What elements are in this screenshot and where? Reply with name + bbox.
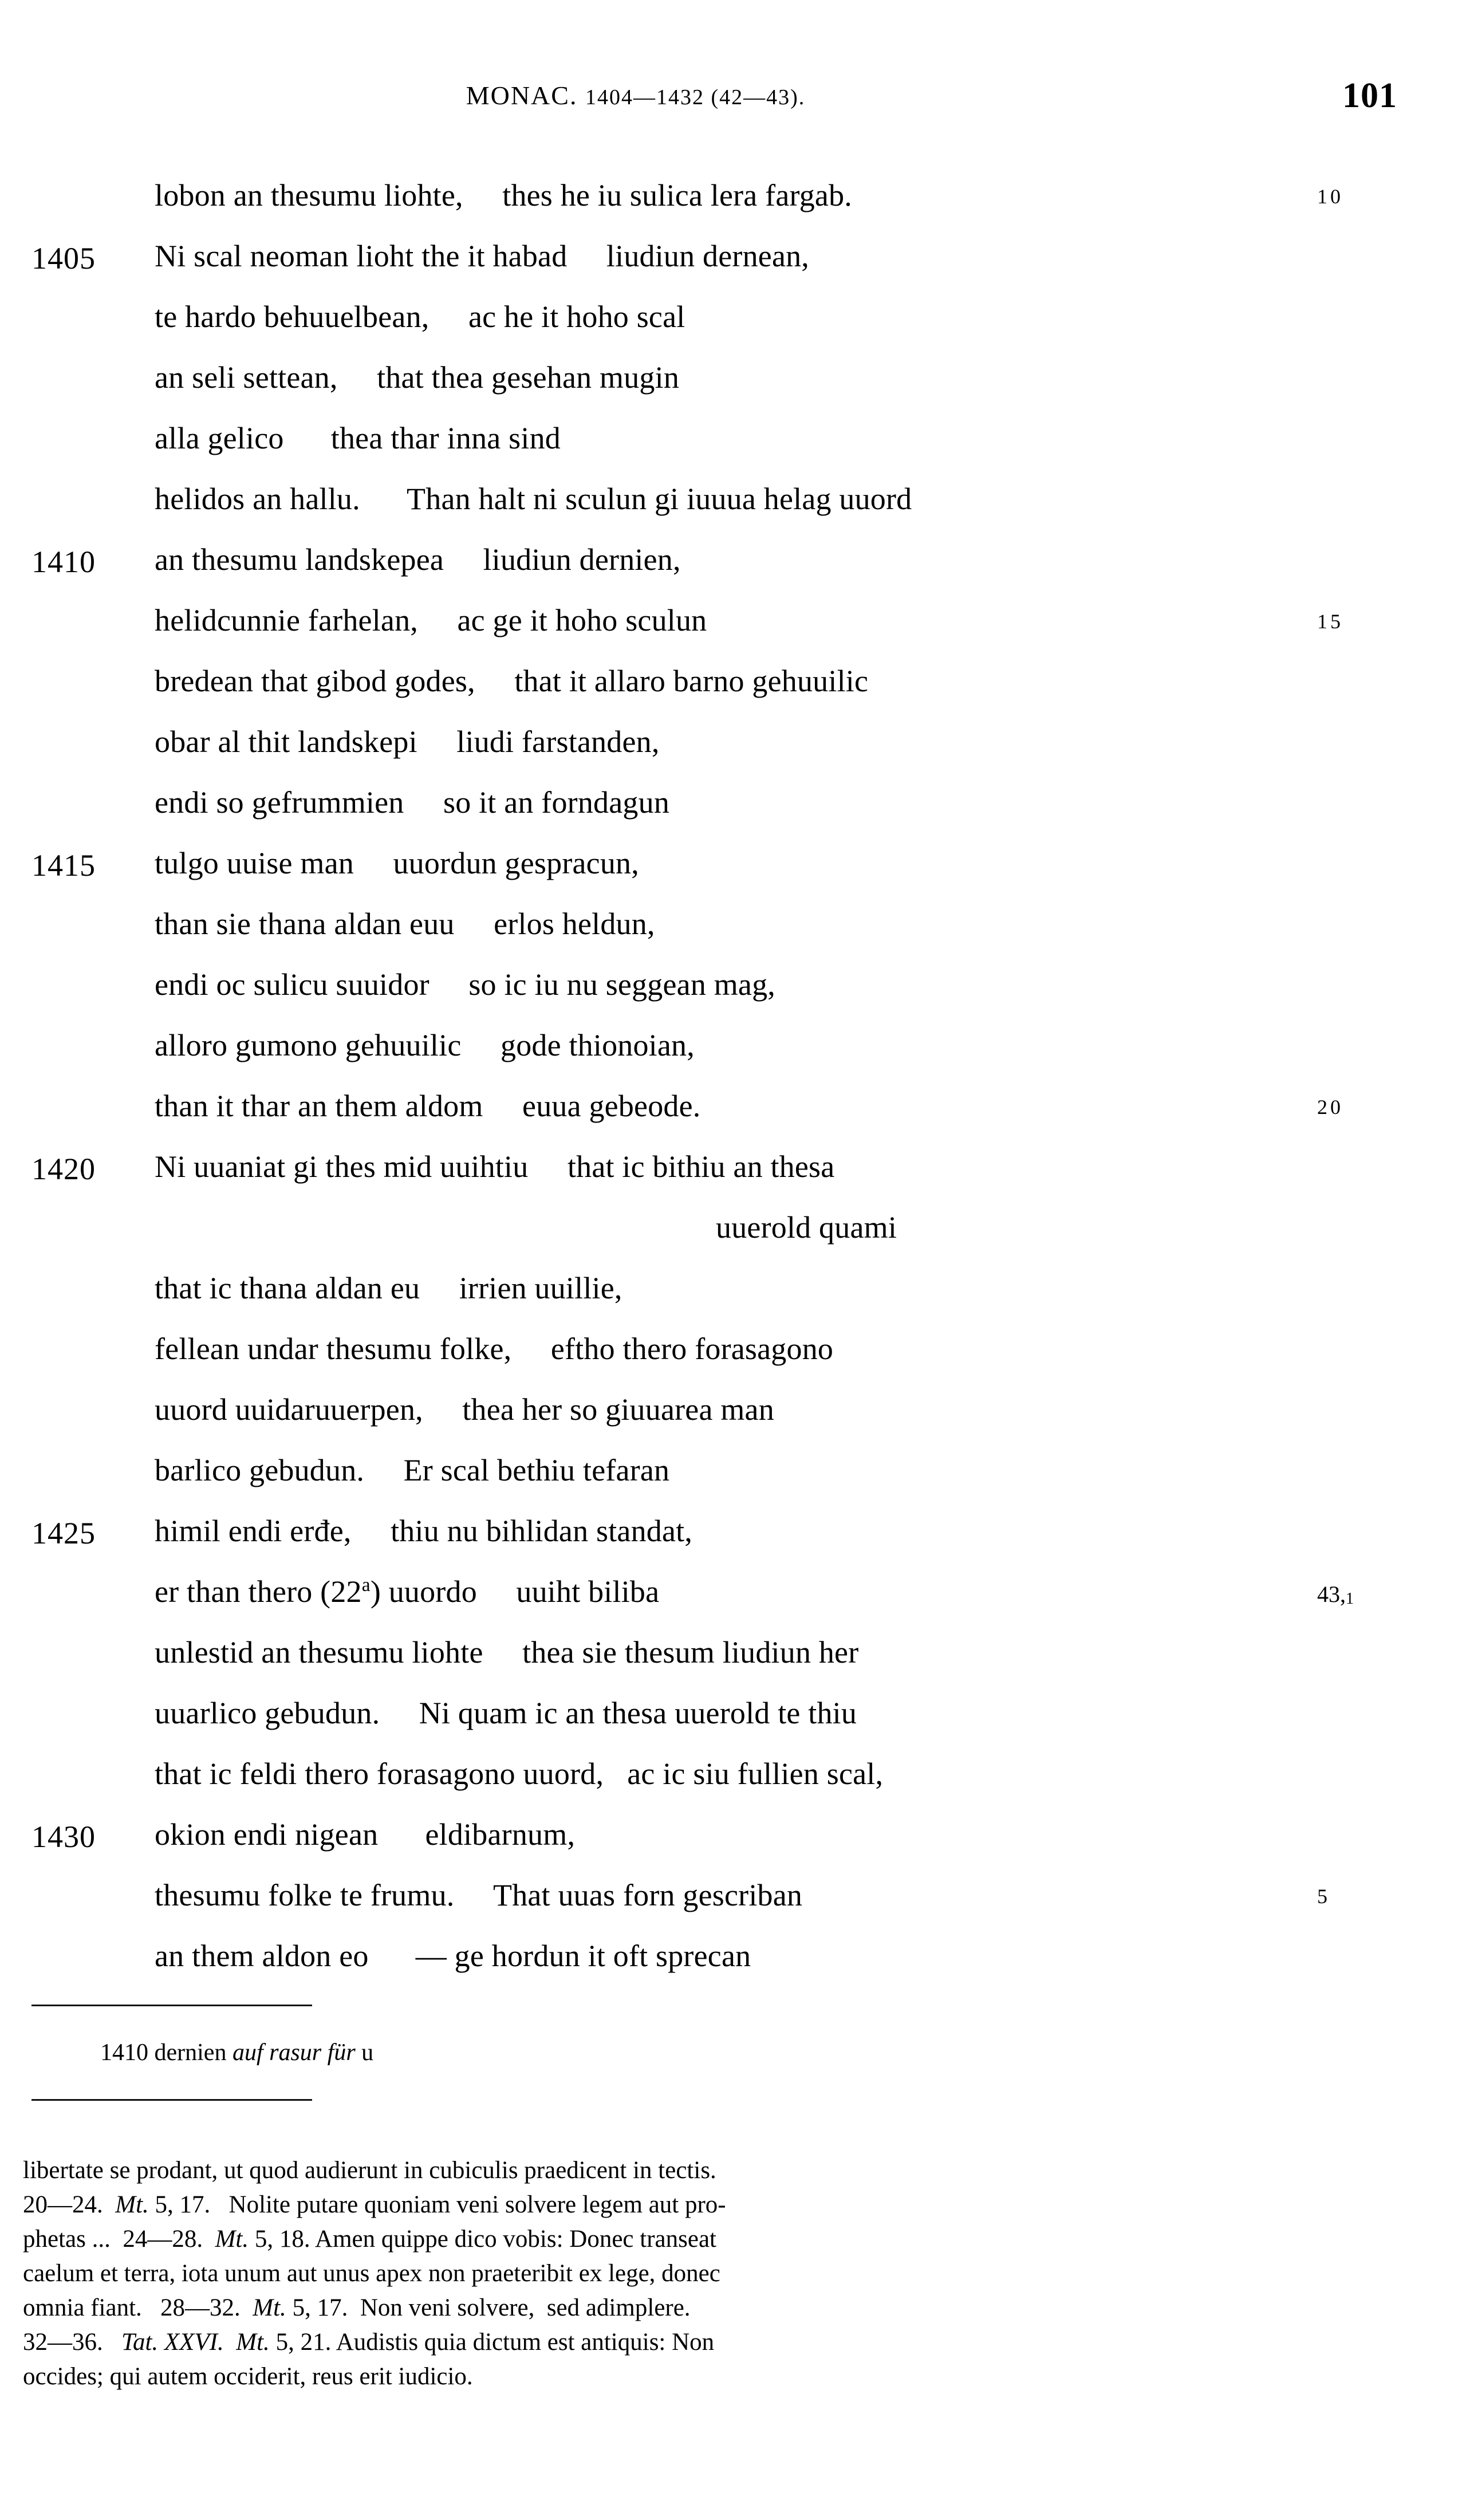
apparatus-reference: Mt. xyxy=(215,2226,249,2253)
manuscript-line-marker: 15 xyxy=(1317,610,1343,633)
apparatus-line xyxy=(23,2360,1300,2394)
apparatus-line xyxy=(23,2153,1300,2188)
apparatus-text: occides; qui autem occiderit, reus erit iudicio. xyxy=(23,2363,473,2390)
verse-line: Ni uuaniat gi thes mid uuihtiu that ic bithiu an thesa xyxy=(155,1149,835,1184)
apparatus-reference: Tat. XXVI. Mt. xyxy=(121,2329,270,2356)
verse-line: an seli settean, that thea gesehan mugin xyxy=(155,360,680,395)
verse-line: lobon an thesumu liohte, thes he iu sulica lera fargab. xyxy=(155,178,852,212)
verse-line: barlico gebudun. Er scal bethiu tefaran xyxy=(155,1453,670,1487)
verse-line: helidcunnie farhelan, ac ge it hoho sculun xyxy=(155,603,707,637)
verse-row xyxy=(0,657,1466,718)
verse-line: Ni scal neoman lioht the it habad liudiun dernean, xyxy=(155,239,810,273)
apparatus-line xyxy=(23,2188,1300,2222)
apparatus-line xyxy=(23,2257,1300,2291)
running-head-range: 1404—1432 (42—43). xyxy=(585,85,806,109)
verse-row xyxy=(0,597,1466,657)
verse-line: tulgo uuise man uuordun gespracun, xyxy=(155,846,639,880)
verse-line: an thesumu landskepea liudiun dernien, xyxy=(155,542,681,577)
verse-row xyxy=(0,475,1466,536)
footnote-lemma: 1410 dernien xyxy=(100,2039,232,2066)
manuscript-line-marker: 43,1 xyxy=(1317,1581,1354,1608)
verse-row xyxy=(0,536,1466,597)
apparatus-text: phetas ... 24—28. xyxy=(23,2226,215,2253)
apparatus-text: libertate se prodant, ut quod audierunt in cubiculis praedicent in tectis. xyxy=(23,2157,716,2184)
verse-row xyxy=(0,900,1466,961)
verse-line: fellean undar thesumu folke, eftho thero forasagono xyxy=(155,1332,834,1366)
verse-row xyxy=(0,233,1466,293)
verse-row xyxy=(0,840,1466,900)
verse-line: obar al thit landskepi liudi farstanden, xyxy=(155,724,660,759)
apparatus-text: 32—36. xyxy=(23,2329,121,2356)
verse-number: 1430 xyxy=(31,1820,96,1854)
verse-row xyxy=(0,293,1466,354)
verse-number: 1420 xyxy=(31,1152,96,1186)
verse-line: bredean that gibod godes, that it allaro barno gehuuilic xyxy=(155,664,869,698)
verse-line: helidos an hallu. Than halt ni sculun gi iuuua helag uuord xyxy=(155,482,912,516)
verse-row xyxy=(0,415,1466,475)
apparatus-text: 5, 17. Non veni solvere, sed adimplere. xyxy=(286,2294,691,2321)
apparatus-text: 5, 17. Nolite putare quoniam veni solvere legem aut pro- xyxy=(148,2191,726,2218)
verse-row xyxy=(0,1143,1466,1204)
verse-line: an them aldon eo — ge hordun it oft sprecan xyxy=(155,1939,751,1973)
apparatus-text: caelum et terra, iota unum aut unus apex non praeteribit ex lege, donec xyxy=(23,2260,720,2287)
verse-line: alla gelico thea thar inna sind xyxy=(155,421,561,455)
verse-row xyxy=(0,1507,1466,1568)
apparatus-line xyxy=(23,2325,1300,2360)
verse-line: uuarlico gebudun. Ni quam ic an thesa uuerold te thiu xyxy=(155,1696,857,1730)
verse-row xyxy=(0,1932,1466,1993)
verse-number: 1410 xyxy=(31,545,96,579)
verse-row xyxy=(0,1386,1466,1447)
verse-row xyxy=(0,1082,1466,1143)
apparatus-text: omnia fiant. 28—32. xyxy=(23,2294,253,2321)
verse-row xyxy=(0,1690,1466,1750)
verse-row xyxy=(0,354,1466,415)
verse-line: thesumu folke te frumu. That uuas forn gescriban xyxy=(155,1878,803,1912)
verse-row xyxy=(0,172,1466,233)
footnote-tail: u xyxy=(355,2039,374,2066)
apparatus-text: 5, 21. Audistis quia dictum est antiquis: Non xyxy=(269,2329,715,2356)
running-head xyxy=(0,76,1466,126)
manuscript-line-marker: 10 xyxy=(1317,185,1343,208)
running-head-title xyxy=(0,80,1271,111)
verse-row xyxy=(0,1022,1466,1082)
verse-row xyxy=(0,1629,1466,1690)
running-head-siglum: MONAC. xyxy=(466,81,585,110)
verse-row xyxy=(0,1325,1466,1386)
verse-line: alloro gumono gehuuilic gode thionoian, xyxy=(155,1028,695,1062)
verse-line: than it thar an them aldom euua gebeode. xyxy=(155,1089,701,1123)
verse-line: te hardo behuuelbean, ac he it hoho scal xyxy=(155,300,685,334)
verse-row xyxy=(0,1811,1466,1872)
verse-row xyxy=(0,1447,1466,1507)
verse-line: unlestid an thesumu liohte thea sie thesum liudiun her xyxy=(155,1635,859,1670)
latin-apparatus xyxy=(23,2153,1300,2394)
variant-footnote xyxy=(100,2039,373,2066)
manuscript-line-marker: 20 xyxy=(1317,1096,1343,1119)
verse-line: endi so gefrummien so it an forndagun xyxy=(155,785,670,820)
verse-line: than sie thana aldan euu erlos heldun, xyxy=(155,907,655,941)
apparatus-reference: Mt. xyxy=(115,2191,149,2218)
verse-row xyxy=(0,1750,1466,1811)
apparatus-line xyxy=(23,2291,1300,2325)
verse-number: 1405 xyxy=(31,241,96,275)
verse-line: uuord uuidaruuerpen, thea her so giuuarea man xyxy=(155,1392,774,1427)
verse-line: endi oc sulicu suuidor so ic iu nu seggean mag, xyxy=(155,967,776,1002)
verse-line: okion endi nigean eldibarnum, xyxy=(155,1817,576,1852)
verse-row xyxy=(0,718,1466,779)
verse-row xyxy=(0,1204,1466,1265)
footnote-rule-bottom xyxy=(31,2099,312,2101)
manuscript-line-marker: 5 xyxy=(1317,1885,1330,1908)
verse-number: 1425 xyxy=(31,1516,96,1550)
verse-line: himil endi erđe, thiu nu bihlidan standat, xyxy=(155,1514,693,1548)
verse-row xyxy=(0,779,1466,840)
verse-line: that ic feldi thero forasagono uuord, ac ic siu fullien scal, xyxy=(155,1757,884,1791)
page-number: 101 xyxy=(1342,76,1397,115)
verse-line: er than thero (22$^a$) uuordo uuiht biliba xyxy=(155,1574,660,1609)
verse-number: 1415 xyxy=(31,848,96,883)
verse-row xyxy=(0,961,1466,1022)
verse-line: that ic thana aldan eu irrien uuillie, xyxy=(155,1271,622,1305)
verse-line: uuerold quami xyxy=(716,1210,897,1245)
apparatus-reference: Mt. xyxy=(253,2294,286,2321)
verse-row xyxy=(0,1568,1466,1629)
verse-block xyxy=(0,172,1466,1993)
footnote-italic-note: auf rasur für xyxy=(232,2039,356,2066)
footnote-rule-top xyxy=(31,2005,312,2006)
apparatus-text: 20—24. xyxy=(23,2191,116,2218)
verse-row xyxy=(0,1265,1466,1325)
apparatus-line xyxy=(23,2222,1300,2257)
apparatus-text: 5, 18. Amen quippe dico vobis: Donec transeat xyxy=(249,2226,716,2253)
verse-row xyxy=(0,1872,1466,1932)
